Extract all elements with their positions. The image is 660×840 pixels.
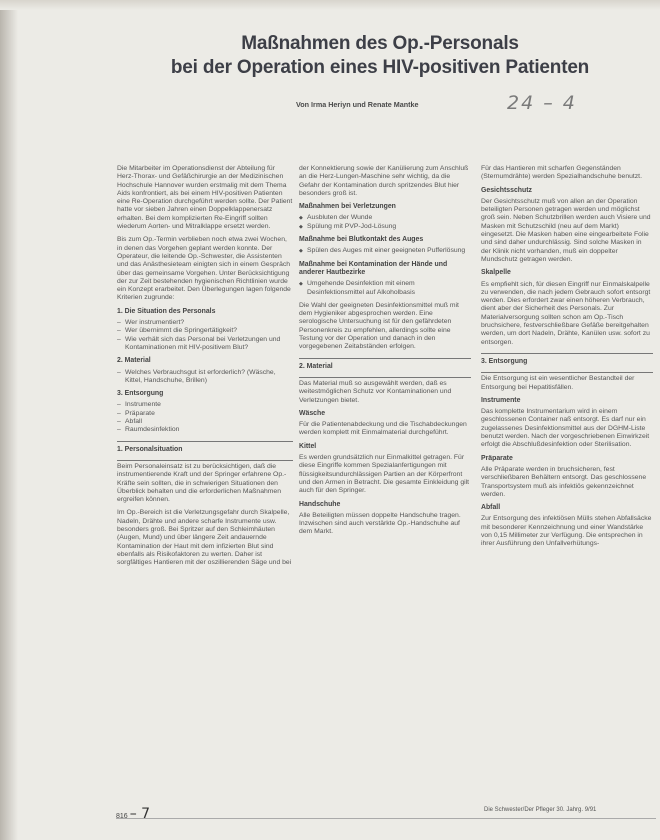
handwritten-note: 24 – 4 xyxy=(507,92,577,114)
section-2-paragraph: Das Material muß so ausgewählt werden, daß es weitestmöglichen Schutz vor Kontaminationen und Verletzungen bietet. xyxy=(299,379,452,404)
section-3-paragraph: Die Entsorgung ist ein wesentlicher Bestandteil der Entsorgung bei Hepatitisfällen. xyxy=(481,375,635,391)
section-divider xyxy=(117,441,293,442)
instruments-paragraph: Das komplette Instrumentarium wird in einem geschlossenen Container naß entsorgt. Es darf nur ein zugelassenes Desinfektionsmittel aus der DGHM-Liste benutzt werden. Nach der vorgeschriebenen Einwirkzeit erfolgt die Abschlußdesinfektion oder Sterilisation. xyxy=(481,408,650,449)
list-item: – Instrumente xyxy=(117,401,293,409)
list-item: ◆ Spülung mit PVP-Jod-Lösung xyxy=(299,223,471,231)
section-divider xyxy=(481,372,653,373)
section-1-paragraph-2: Im Op.-Bereich ist die Verletzungsgefahr durch Skalpelle, Nadeln, Drähte und andere scharfe Instrumente usw. besonders groß. Bei Spritzer auf den Schleimhäuten (Augen, Mund) und über längere Zeit andauernde Kontamination der Haut mit dem infizierten Blut sind ebenfalls als Risikofaktoren zu werten. Daher ist sorgfältiges Hantieren mit der oszillierenden Säge und bei xyxy=(117,509,292,567)
gown-paragraph: Es werden grundsätzlich nur Einmalkittel getragen. Für diese Eingriffe kommen Spezialanfertigungen mit flüssigkeitsundurchlässigen Partien an der Körperfront und den Armen in Betracht. Die gesamte Einkleidung gilt auch für den Springer. xyxy=(299,454,470,495)
section-divider xyxy=(117,460,293,461)
intro-paragraph: Die Mitarbeiter im Operationsdienst der Abteilung für Herz-Thorax- und Gefäßchirurgie an der Medizinischen Hochschule Hannover wurden erstmalig mit dem Thema Aids konfrontiert, als bei einem HIV-positiven Patienten eine Re-Operation durchgeführt werden sollte. Der Patient hatte vor sieben Jahren einen Doppelklappenersatz erhalten. Bei dem komplizierten Re-Eingriff sollten wiederum Aorten- und Mitralklappe ersetzt werden. xyxy=(117,165,293,231)
disinfection-paragraph: Die Wahl der geeigneten Desinfektionsmittel muß mit dem Hygieniker abgesprochen werden. Eine serologische Untersuchung ist für den gefährdeten Personenkreis zu empfehlen, allerdings sollte eine Testung vor der Operation und danach in den vorgegebenen Zeitabständen erfolgen. xyxy=(299,301,459,351)
section-divider xyxy=(299,358,471,359)
intro-paragraph-2: Bis zum Op.-Termin verblieben noch etwa zwei Wochen, in denen das Vorgehen geplant werden konnte. Der Operateur, die leitende Op.-Schwester, die Assistenten und das Anästhesieteam einigten sich in einem Gespräch über das gemeinsame Vorgehen. Unter Berücksichtigung der zur Zeit bestehenden hygienischen Richtlinien wurde ein Konzept erarbeitet. Den Überlegungen lagen folgende Kriterien zugrunde: xyxy=(117,236,291,302)
injury-list xyxy=(299,214,471,231)
gloves-heading: Handschuhe xyxy=(299,500,341,508)
list-item: – Abfall xyxy=(117,418,293,426)
laundry-heading: Wäsche xyxy=(299,409,326,417)
title-line-1: Maßnahmen des Op.-Personals xyxy=(241,33,519,54)
criteria-list-3 xyxy=(117,401,293,434)
gloves-paragraph: Alle Beteiligten müssen doppelte Handschuhe tragen. Inzwischen sind auch verstärkte Op.-Handschuhe auf dem Markt. xyxy=(299,511,461,536)
list-item: – Welches Verbrauchsgut ist erforderlich? (Wäsche, Kittel, Handschuhe, Brillen) xyxy=(117,369,293,386)
authors: Von Irma Heriyn und Renate Mantke xyxy=(296,100,419,109)
scalpels-paragraph: Es empfiehlt sich, für diesen Eingriff nur Einmalskalpelle zu verwenden, die nach jedem Gebrauch sofort entsorgt werden. Dies erfordert zwar einen höheren Verbrauch, dient aber der Sicherheit des Personals. Zur Materialversorgung sollten schon am Op.-Tisch bruchsichere, festverschließbare Gefäße bereitgehalten werden, um dort Nadeln, Drähte, Kanülen usw. sofort zu entsorgen. xyxy=(481,280,651,346)
criteria-list-1 xyxy=(117,319,293,352)
face-protection-paragraph: Der Gesichtsschutz muß von allen an der Operation beteiligten Personen getragen werden und möglichst groß sein. Neben Schutzbrillen werden auch Visiere und Masken mit Schutzschild (neu auf dem Markt) eingesetzt. Die Masken haben eine eingearbeitete Folie und sind daher undurchlässig. Sind solche Masken in der Klinik nicht vorhanden, muß ein doppelter Mundschutz getragen werden. xyxy=(481,197,651,263)
specimens-paragraph: Alle Präparate werden in bruchsicheren, fest verschließbaren Behältern entsorgt. Das geschlossene Transportsystem muß als infektiös gekennzeichnet werden. xyxy=(481,465,647,498)
list-item: – Raumdesinfektion xyxy=(117,426,293,434)
waste-heading: Abfall xyxy=(481,504,501,512)
laundry-paragraph: Für die Patientenabdeckung und die Tischabdeckungen werden komplett mit Einmalmaterial durchgeführt. xyxy=(299,421,467,437)
list-item: ◆ Spülen des Auges mit einer geeigneten Pufferlösung xyxy=(299,247,471,255)
injury-heading: Maßnahmen bei Verletzungen xyxy=(299,203,396,211)
continuation-paragraph: Für das Hantieren mit scharfen Gegenständen (Sternumdrähte) werden Spezialhandschuhe benutzt. xyxy=(481,165,642,181)
section-divider xyxy=(481,353,653,354)
waste-paragraph: Zur Entsorgung des infektiösen Mülls stehen Abfallsäcke mit besonderer Kennzeichnung und einer Wandstärke von 0,15 Millimeter zur Verfügung. Die entsprechen in ihrer Ausführung den Unfallverhütungs- xyxy=(481,515,652,548)
page-top-shadow xyxy=(0,0,660,10)
continuation-paragraph: der Konnektierung sowie der Kanülierung zum Anschluß an die Herz-Lungen-Maschine sehr wichtig, da die Gefahr der Kontamination durch spritzendes Blut hier besonders groß ist. xyxy=(299,165,469,197)
list-item: – Präparate xyxy=(117,410,293,418)
section-1-heading: 1. Personalsituation xyxy=(117,445,183,453)
skin-contamination-list xyxy=(299,280,471,297)
gown-heading: Kittel xyxy=(299,442,317,450)
title-line-2: bei der Operation eines HIV-positiven Patienten xyxy=(170,57,590,78)
section-divider xyxy=(299,377,471,378)
instruments-heading: Instrumente xyxy=(481,396,521,404)
column-2 xyxy=(299,165,471,542)
section-1-paragraph: Beim Personaleinsatz ist zu berücksichtigen, daß die instrumentierende Kraft und der Springer erfahrene Op.-Kräfte sein sollten, die in schwierigen Situationen den Überblick behalten und die erforderlichen Maßnahmen ergreifen können. xyxy=(117,462,287,504)
criteria-heading-1: 1. Die Situation des Personals xyxy=(117,307,216,315)
eye-contact-list xyxy=(299,247,471,255)
column-1 xyxy=(117,165,293,572)
article-title xyxy=(100,32,660,80)
list-item: – Wer übernimmt die Springertätigkeit? xyxy=(117,327,293,335)
journal-reference: Die Schwester/Der Pfleger 30. Jahrg. 9/91 xyxy=(484,807,597,813)
handwritten-page-mark: – 7 xyxy=(129,806,151,822)
list-item: ◆ Ausbluten der Wunde xyxy=(299,214,471,222)
page-number-text: 816 xyxy=(116,813,128,820)
list-item: ◆ Umgehende Desinfektion mit einem Desinfektionsmittel auf Alkoholbasis xyxy=(299,280,471,297)
eye-contact-heading: Maßnahme bei Blutkontakt des Auges xyxy=(299,236,424,244)
page-edge-shadow xyxy=(0,0,18,840)
criteria-heading-3: 3. Entsorgung xyxy=(117,390,164,398)
criteria-list-2 xyxy=(117,369,293,386)
list-item: – Wie verhält sich das Personal bei Verletzungen und Kontaminationen mit HIV-positivem Blut? xyxy=(117,336,293,353)
specimens-heading: Präparate xyxy=(481,454,513,462)
list-item: – Wer instrumentiert? xyxy=(117,319,293,327)
scalpels-heading: Skalpelle xyxy=(481,269,511,277)
skin-contamination-heading: Maßnahme bei Kontamination der Hände und anderer Hautbezirke xyxy=(299,260,448,276)
footer-divider xyxy=(116,818,656,819)
section-2-heading: 2. Material xyxy=(299,362,333,370)
criteria-heading-2: 2. Material xyxy=(117,357,151,365)
face-protection-heading: Gesichtsschutz xyxy=(481,186,532,194)
section-3-heading: 3. Entsorgung xyxy=(481,357,528,365)
column-3 xyxy=(481,165,653,554)
page-number xyxy=(116,806,150,822)
